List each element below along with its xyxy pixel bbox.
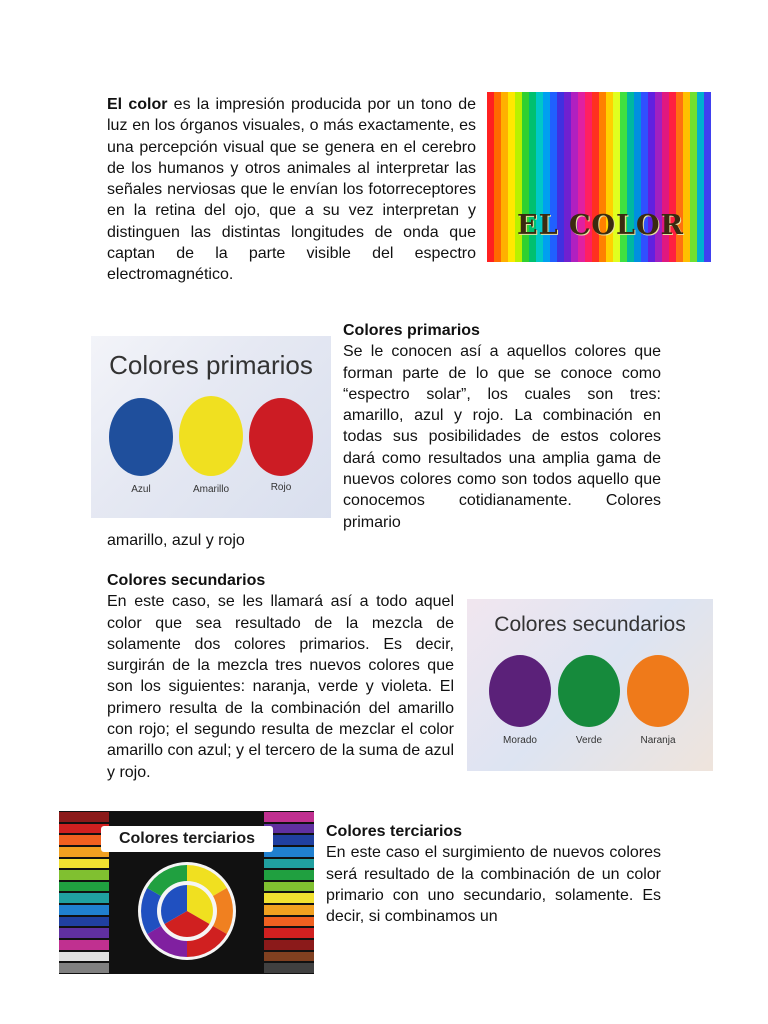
- colores-terciarios-image: [59, 811, 314, 974]
- color-wheel-icon: [137, 861, 237, 961]
- secundarios-heading: Colores secundarios: [107, 572, 266, 589]
- naranja-circle: [627, 655, 689, 727]
- terciarios-image-title: Colores terciarios: [101, 826, 273, 852]
- rojo-circle: [249, 398, 313, 476]
- primarios-caption: amarillo, azul y rojo: [107, 532, 245, 549]
- intro-paragraph: [107, 94, 476, 286]
- secundarios-image-title: Colores secundarios: [494, 613, 686, 636]
- amarillo-circle: [179, 396, 243, 476]
- primarios-paragraph: [343, 320, 661, 533]
- secundarios-text: En este caso, se les llamará así a todo aquel color que sea resultado de la mezcla de solamente dos colores primarios. Es decir, surgirán de la mezcla tres nuevos colores que son los siguientes: naranja, verde y violeta. El primero resulta de la combinación del amarillo con rojo; el segundo resulta de mezclar el color amarillo con azul; y el tercero de la suma de azul y rojo.: [107, 593, 454, 781]
- el-color-image: [487, 92, 711, 262]
- verde-circle: [558, 655, 620, 727]
- azul-circle: [109, 398, 173, 476]
- intro-text: es la impresión producida por un tono de luz en los órganos visuales, o más exactamente, es una percepción visual que se genera en el cerebro de los humanos y otros animales al interpretar las señales nerviosas que le envían los fotorreceptores en la retina del ojo, que a su vez interpretan y distinguen las distintas longitudes de onda que captan de la parte visible del espectro electromagnético.: [107, 96, 476, 284]
- colores-primarios-image: [91, 336, 331, 518]
- primarios-text: Se le conocen así a aquellos colores que forman parte de lo que se conoce como “espectro solar”, los cuales son tres: amarillo, azul y rojo. La combinación en todas sus posibilidades de estos colores dará como resultados una amplia gama de nuevos colores como son todos aquello que conocemos cotidianamente. Colores primario: [343, 343, 661, 531]
- morado-label: Morado: [503, 735, 537, 746]
- amarillo-label: Amarillo: [192, 484, 230, 495]
- azul-label: Azul: [131, 484, 151, 495]
- intro-lead: El color: [107, 96, 168, 113]
- terciarios-text: En este caso el surgimiento de nuevos colores será resultado de la combinación de un color primario con uno secundario, solamente. Es decir, si combinamos un: [326, 844, 661, 926]
- colores-secundarios-image: [467, 599, 713, 771]
- terciarios-paragraph: [326, 821, 661, 927]
- verde-label: Verde: [575, 735, 603, 746]
- rojo-label: Rojo: [270, 482, 292, 493]
- terciarios-heading: Colores terciarios: [326, 823, 463, 840]
- primarios-heading: Colores primarios: [343, 322, 480, 339]
- el-color-image-title: EL COLOR: [517, 210, 684, 241]
- naranja-label: Naranja: [640, 735, 676, 746]
- primarios-image-title: Colores primarios: [109, 350, 313, 380]
- morado-circle: [489, 655, 551, 727]
- secundarios-paragraph: [107, 570, 454, 783]
